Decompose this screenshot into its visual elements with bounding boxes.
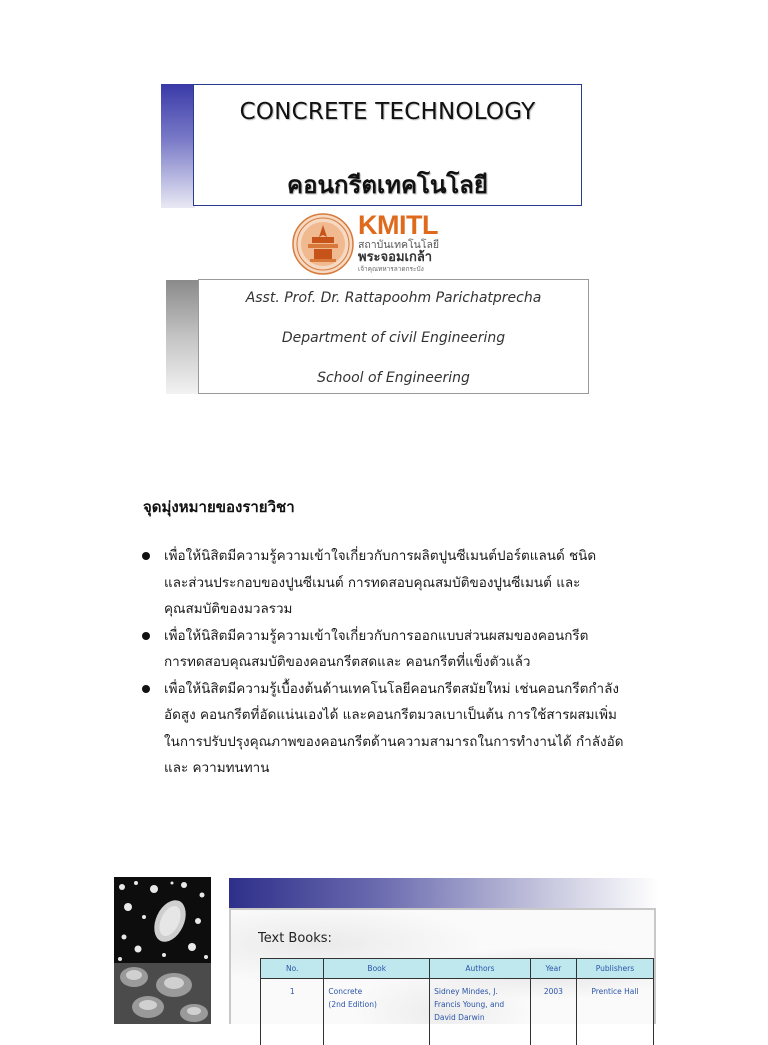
table-header-row bbox=[261, 959, 654, 979]
textbook-slide-header-bar bbox=[229, 878, 659, 908]
textbook-slide bbox=[229, 908, 656, 1024]
objective-line: และ ความทนทาน bbox=[164, 755, 640, 782]
logo-line-1: สถาบันเทคโนโลยี bbox=[358, 239, 458, 251]
author-school: School of Engineering bbox=[199, 370, 588, 386]
objective-item bbox=[140, 543, 640, 623]
logo-brand: KMITL bbox=[358, 211, 458, 239]
author-name: Asst. Prof. Dr. Rattapoohm Parichatprecha bbox=[199, 290, 588, 306]
cell-authors bbox=[430, 979, 531, 1045]
title-box bbox=[193, 84, 582, 206]
cell-publisher: Prentice Hall bbox=[576, 979, 653, 1045]
author-department: Department of civil Engineering bbox=[199, 330, 588, 346]
objective-line: เพื่อให้นิสิตมีความรู้ความเข้าใจเกี่ยวกับการผลิตปูนซีเมนต์ปอร์ตแลนด์ ชนิด bbox=[164, 543, 640, 570]
logo-line-3: เจ้าคุณทหารลาดกระบัง bbox=[358, 265, 458, 273]
objective-line: และส่วนประกอบของปูนซีเมนต์ การทดสอบคุณสมบัติของปูนซีเมนต์ และ bbox=[164, 570, 640, 597]
logo-text bbox=[358, 211, 458, 273]
objective-line: การทดสอบคุณสมบัติของคอนกรีตสดและ คอนกรีตที่แข็งตัวแล้ว bbox=[164, 649, 640, 676]
objective-line: คุณสมบัติของมวลรวม bbox=[164, 596, 640, 623]
bullet-icon bbox=[142, 552, 150, 560]
bullet-icon bbox=[142, 685, 150, 693]
course-title-english: CONCRETE TECHNOLOGY bbox=[194, 99, 581, 125]
kmitl-seal-icon bbox=[292, 213, 354, 275]
textbooks-label: Text Books: bbox=[258, 931, 332, 946]
column-header-book: Book bbox=[324, 959, 430, 979]
author-line: Sidney Mindes, J. bbox=[434, 987, 498, 996]
objective-line: เพื่อให้นิสิตมีความรู้ความเข้าใจเกี่ยวกับการออกแบบส่วนผสมของคอนกรีต bbox=[164, 623, 640, 650]
author-accent-bar bbox=[166, 280, 199, 394]
author-box bbox=[198, 279, 589, 394]
table-row bbox=[261, 979, 654, 1045]
book-edition: (2nd Edition) bbox=[328, 1000, 376, 1009]
bullet-icon bbox=[142, 632, 150, 640]
objective-line: อัดสูง คอนกรีตที่อัดแน่นเองได้ และคอนกรีตมวลเบาเป็นต้น การใช้สารผสมเพิ่ม bbox=[164, 702, 640, 729]
objective-item bbox=[140, 623, 640, 676]
cell-year: 2003 bbox=[530, 979, 576, 1045]
column-header-publishers: Publishers bbox=[576, 959, 653, 979]
author-line: Francis Young, and bbox=[434, 1000, 504, 1009]
objective-line: เพื่อให้นิสิตมีความรู้เบื้องต้นด้านเทคโนโลยีคอนกรีตสมัยใหม่ เช่นคอนกรีตกำลัง bbox=[164, 676, 640, 703]
objectives-list bbox=[140, 543, 640, 782]
concrete-photo-image bbox=[114, 877, 211, 963]
course-title-thai: คอนกรีตเทคโนโลยี bbox=[194, 165, 581, 204]
cell-no: 1 bbox=[261, 979, 324, 1045]
column-header-year: Year bbox=[530, 959, 576, 979]
column-header-authors: Authors bbox=[430, 959, 531, 979]
kmitl-logo bbox=[292, 211, 452, 277]
book-title: Concrete bbox=[328, 987, 362, 996]
objective-item bbox=[140, 676, 640, 782]
cell-book bbox=[324, 979, 430, 1045]
logo-line-2: พระจอมเกล้า bbox=[358, 251, 458, 265]
column-header-no: No. bbox=[261, 959, 324, 979]
objective-line: ในการปรับปรุงคุณภาพของคอนกรีตด้านความสามารถในการทำงานได้ กำลังอัด bbox=[164, 729, 640, 756]
author-line: David Darwin bbox=[434, 1013, 484, 1022]
title-accent-bar bbox=[161, 84, 195, 208]
textbooks-table bbox=[260, 958, 654, 1045]
objectives-heading: จุดมุ่งหมายของรายวิชา bbox=[143, 495, 295, 519]
microstructure-photo-image bbox=[114, 963, 211, 1024]
